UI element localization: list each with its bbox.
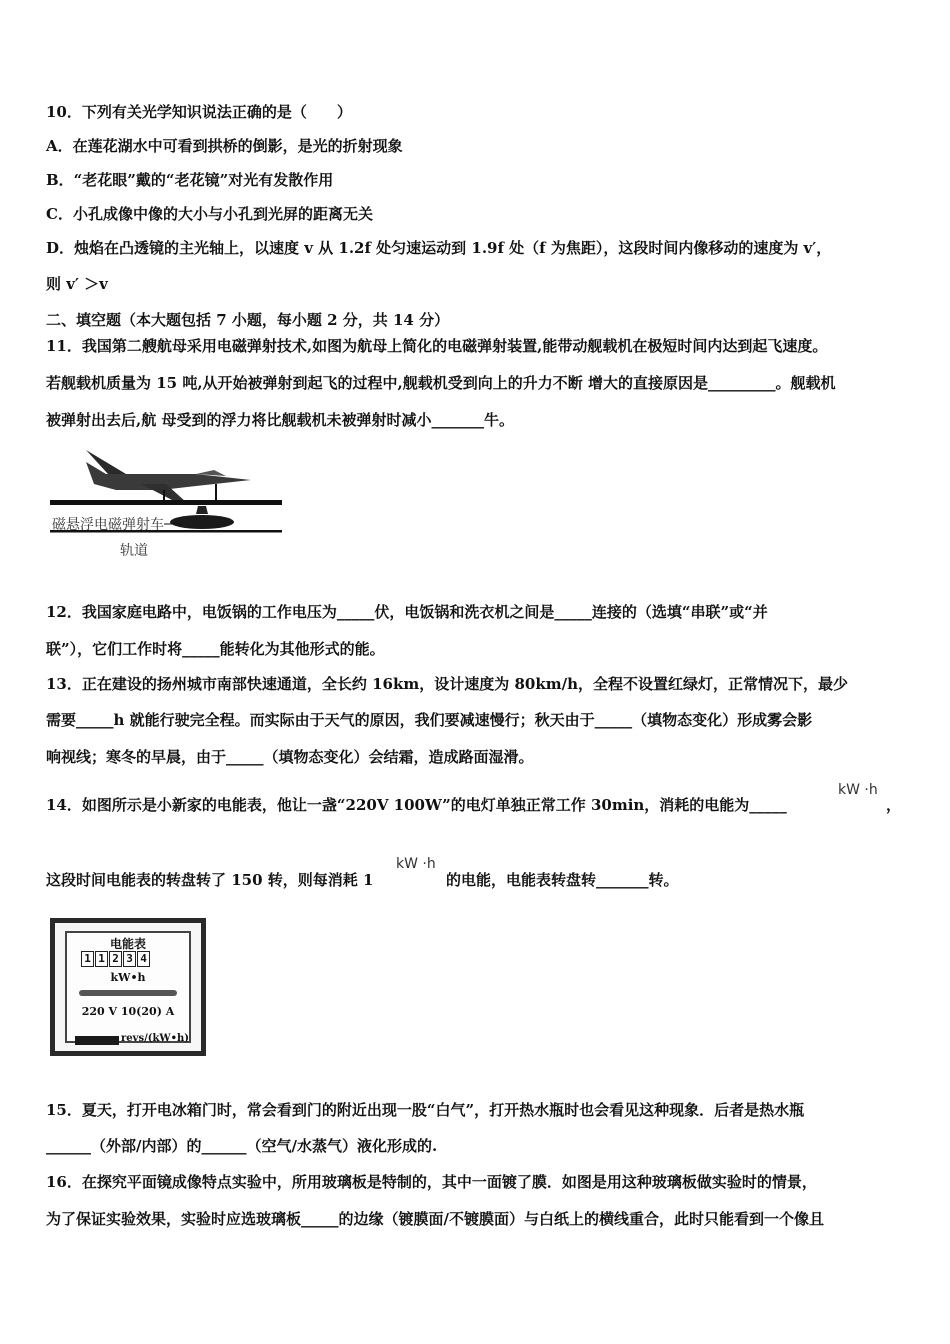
meter-digit: 2	[109, 951, 122, 967]
meter-digits	[81, 951, 150, 967]
meter-digit: 1	[95, 951, 108, 967]
q11-line3: 被弹射出去后,航 母受到的浮力将比舰载机未被弹射时减小_______牛。	[46, 411, 514, 429]
q13-line1: 13．正在建设的扬州城市南部快速通道，全长约 16km，设计速度为 80km/h，全程不设置红绿灯，正常情况下，最少	[46, 675, 848, 693]
q15-line2: ______（外部/内部）的______（空气/水蒸气）液化形成的.	[46, 1137, 438, 1155]
meter-unit: kW•h	[110, 971, 146, 984]
meter-digit: 3	[123, 951, 136, 967]
meter-digit: 4	[137, 951, 150, 967]
q11-line1: 11．我国第二艘航母采用电磁弹射技术,如图为航母上简化的电磁弹射装置,能带动舰载机在极短时间内达到起飞速度。	[46, 337, 828, 355]
q10-option-a: A．在莲花湖水中可看到拱桥的倒影，是光的折射现象	[46, 137, 403, 155]
meter-blank-bar	[75, 1036, 119, 1045]
section-heading: 二、填空题（本大题包括 7 小题，每小题 2 分，共 14 分）	[46, 311, 450, 329]
q11-line2: 若舰载机质量为 15 吨,从开始被弹射到起飞的过程中,舰载机受到向上的升力不断 增大的直接原因是_________。舰载机	[46, 374, 836, 392]
q14-line2a: 这段时间电能表的转盘转了 150 转，则每消耗 1	[46, 871, 374, 889]
q10-stem: 10．下列有关光学知识说法正确的是（ ）	[46, 103, 352, 121]
fig-label-track: 轨道	[120, 543, 148, 559]
q10-option-b: B．“老花眼”戴的“老花镜”对光有发散作用	[46, 171, 334, 189]
catapult-figure	[46, 440, 286, 565]
q12-line1: 12．我国家庭电路中，电饭锅的工作电压为_____伏，电饭锅和洗衣机之间是_____连接的（选填“串联”或“并	[46, 603, 768, 621]
q12-line2: 联”），它们工作时将_____能转化为其他形式的能。	[46, 640, 385, 658]
q14-comma: ，	[886, 796, 902, 814]
q16-line2: 为了保证实验效果，实验时应选玻璃板_____的边缘（镀膜面/不镀膜面）与白纸上的横线重合，此时只能看到一个像且	[46, 1210, 824, 1228]
q13-line3: 响视线；寒冬的早晨，由于_____（填物态变化）会结霜，造成路面湿滑。	[46, 748, 534, 766]
meter-digit: 1	[81, 951, 94, 967]
q16-line1: 16．在探究平面镜成像特点实验中，所用玻璃板是特制的，其中一面镀了膜．如图是用这种玻璃板做实验时的情景，	[46, 1173, 817, 1191]
q14-line1: 14．如图所示是小新家的电能表，他让一盏“220V 100W”的电灯单独正常工作 30min，消耗的电能为_____	[46, 796, 787, 814]
meter-rating: 220 V 10(20) A	[81, 1005, 175, 1018]
jet-illustration	[46, 440, 286, 565]
q10-option-d-cont: 则 v′ ＞v	[46, 275, 108, 293]
fig-label-shuttle: 磁悬浮电磁弹射车	[52, 517, 164, 533]
meter-title: 电能表	[109, 937, 146, 951]
q14-line2b: 的电能，电能表转盘转_______转。	[446, 871, 679, 889]
q14-unit-kwh-2: kW ·h	[396, 856, 436, 872]
q10-option-c: C．小孔成像中像的大小与小孔到光屏的距离无关	[46, 205, 373, 223]
q13-line2: 需要_____h 就能行驶完全程。而实际由于天气的原因，我们要减速慢行；秋天由于_____（填物态变化）形成雾会影	[46, 711, 813, 729]
meter-revs: revs/(kW•h)	[121, 1033, 190, 1044]
q14-unit-kwh: kW ·h	[838, 782, 878, 798]
meter-disk	[79, 990, 177, 996]
q10-option-d: D．烛焰在凸透镜的主光轴上，以速度 v 从 1.2f 处匀速运动到 1.9f 处（f 为焦距），这段时间内像移动的速度为 v′，	[46, 239, 832, 257]
electricity-meter	[50, 918, 206, 1056]
q15-line1: 15．夏天，打开电冰箱门时，常会看到门的附近出现一股“白气”，打开热水瓶时也会看见这种现象．后者是热水瓶	[46, 1101, 805, 1119]
